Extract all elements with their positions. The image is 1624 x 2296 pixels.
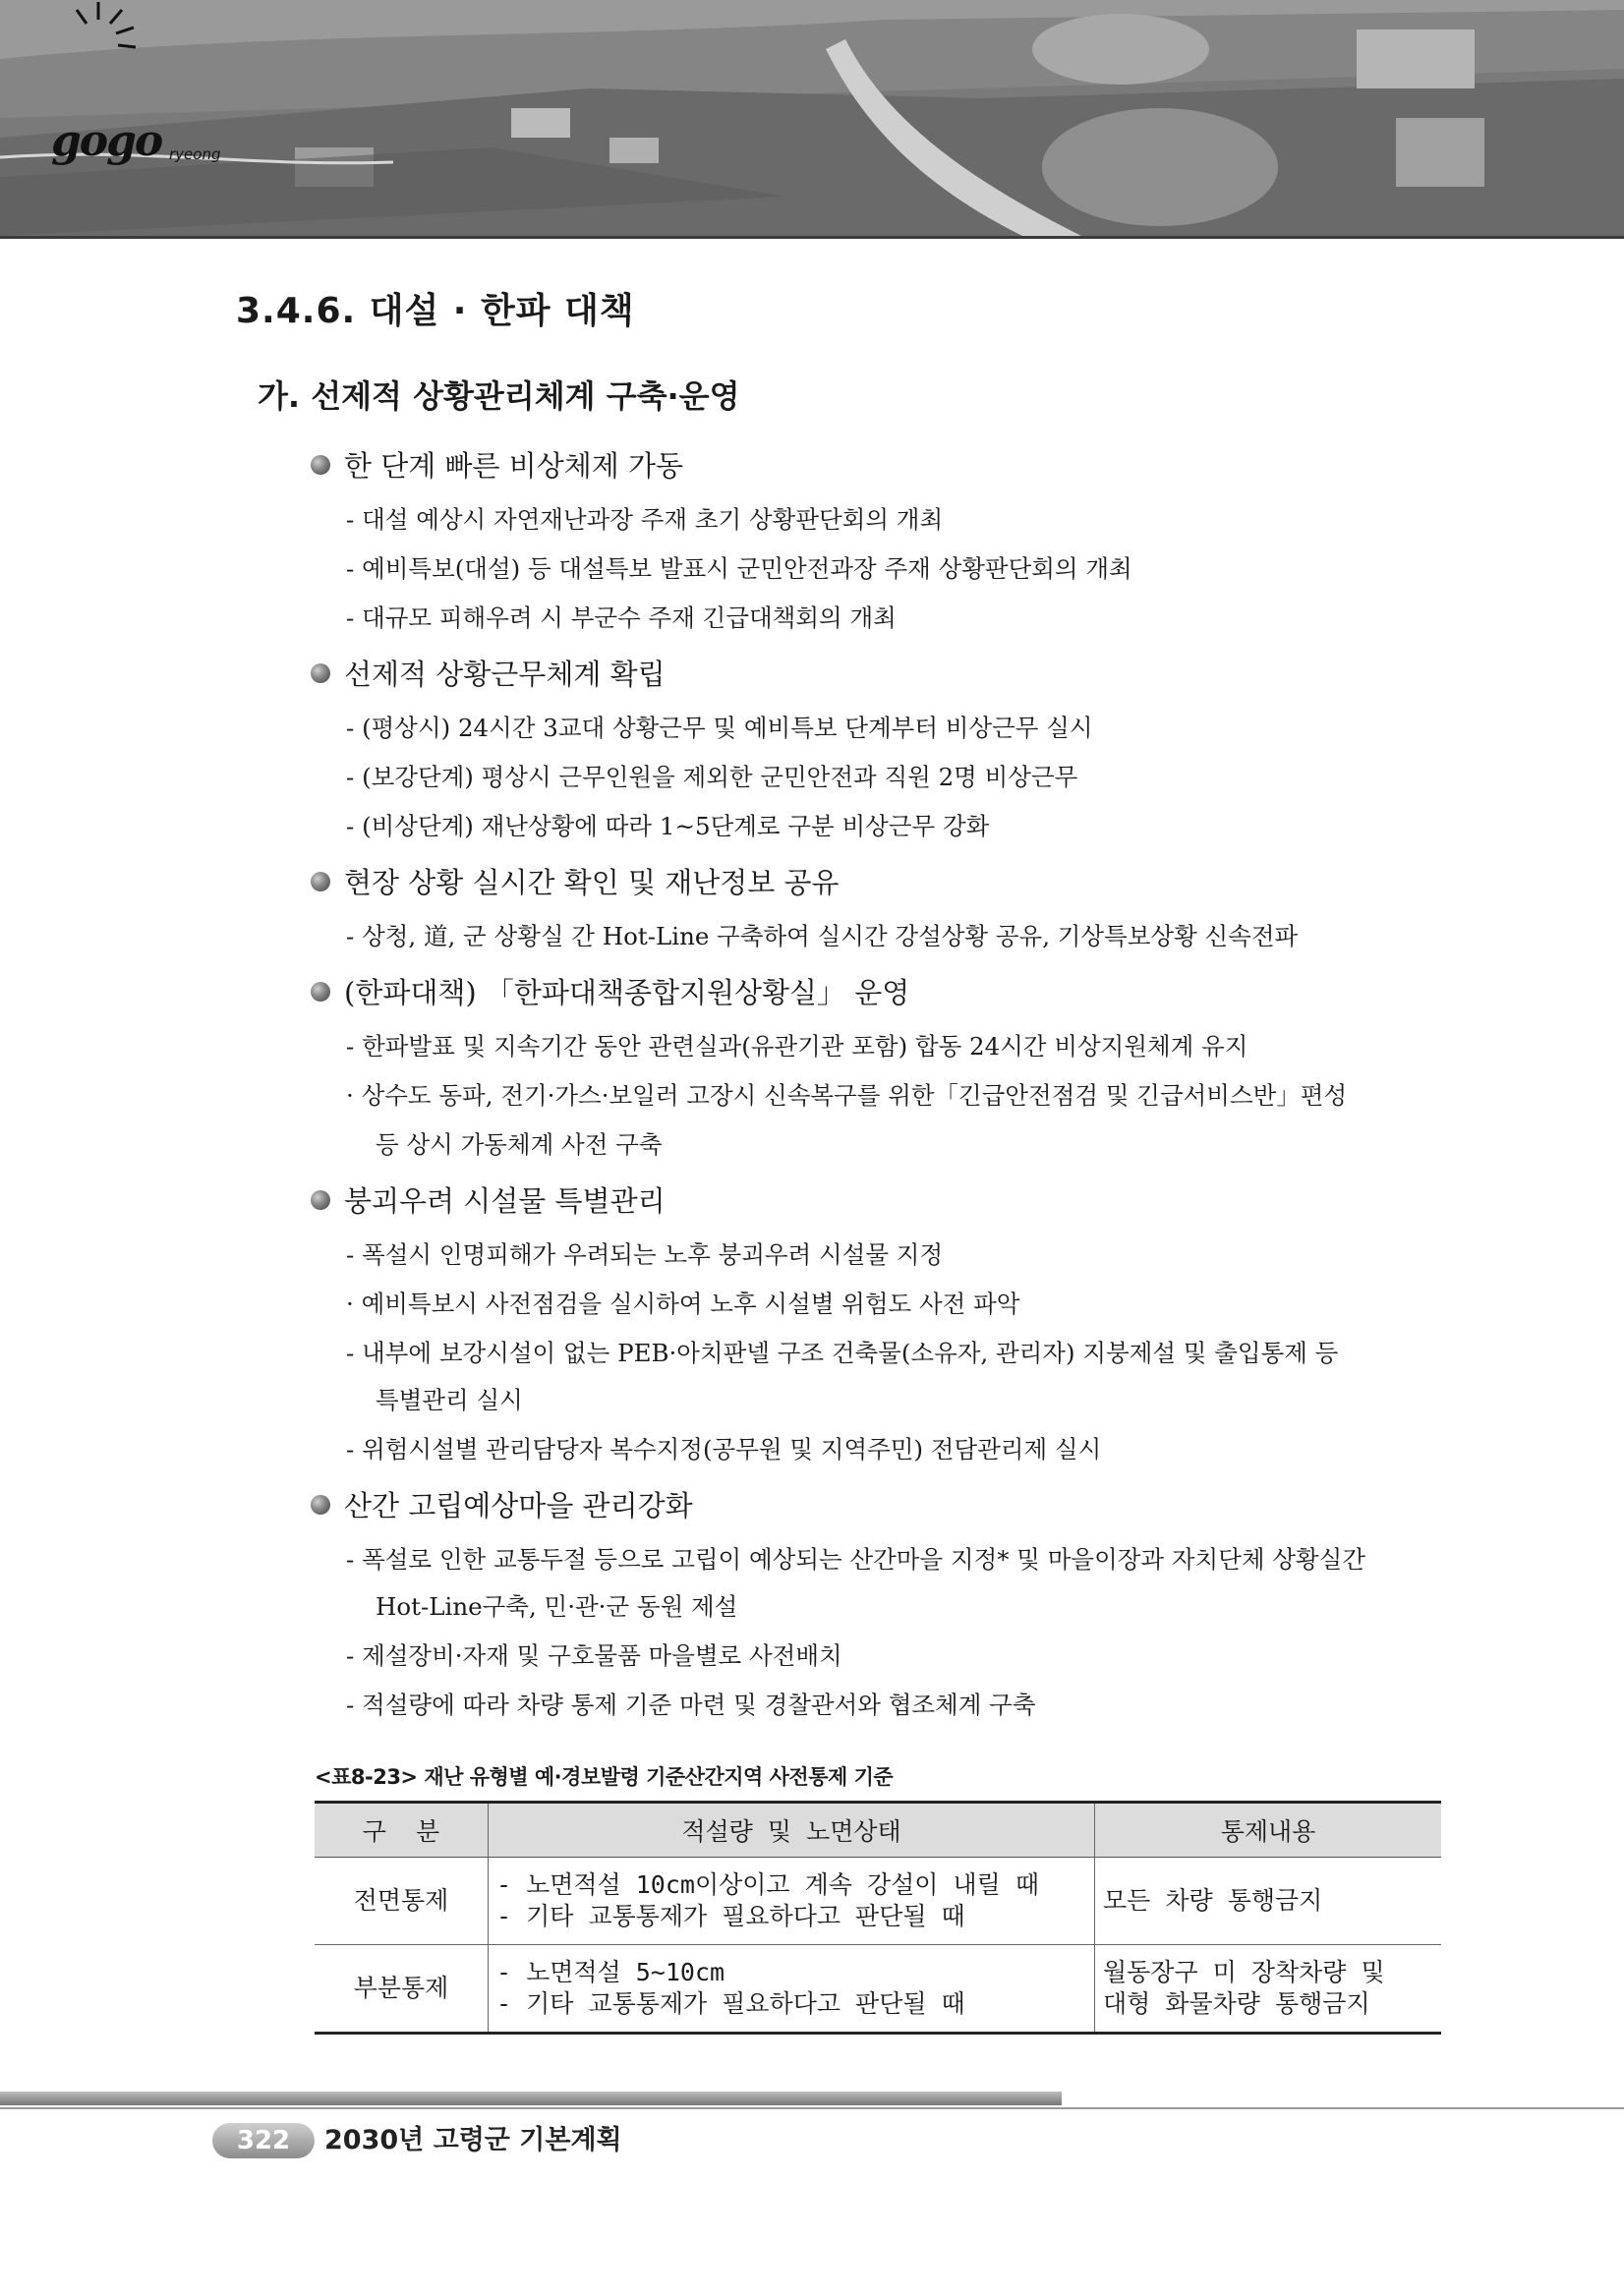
sun-logo-icon (0, 0, 216, 108)
bullet-icon (311, 872, 330, 891)
list-item: - (보강단계) 평상시 근무인원을 제외한 군민안전과 직원 2명 비상근무 (346, 763, 1078, 791)
table-cell-conditions: - 노면적설 10cm이상이고 계속 강설이 내릴 때 - 기타 교통통제가 필요하다고 판단될 때 (489, 1858, 1095, 1945)
control-standards-table (315, 1801, 1441, 2035)
table-cell-control: 모든 차량 통행금지 (1095, 1858, 1442, 1945)
table-cell-type: 전면통제 (315, 1858, 489, 1945)
column-header: 구 분 (315, 1803, 489, 1858)
list-item: · 상수도 동파, 전기·가스·보일러 고장시 신속복구를 위한「긴급안전점검 및 긴급서비스반」편성 (346, 1081, 1348, 1110)
table-caption: <표8-23> 재난 유형별 예·경보발령 기준산간지역 사전통제 기준 (315, 1765, 894, 1789)
list-item: - 폭설시 인명피해가 우려되는 노후 붕괴우려 시설물 지정 (346, 1240, 944, 1269)
bullet-heading: 선제적 상황근무체계 확립 (311, 653, 666, 693)
list-item-continuation: 특별관리 실시 (376, 1386, 523, 1414)
list-item: - (평상시) 24시간 3교대 상황근무 및 예비특보 단계부터 비상근무 실시 (346, 714, 1093, 742)
header-banner (0, 0, 1624, 236)
column-header: 통제내용 (1095, 1803, 1442, 1858)
table-header-row (315, 1803, 1441, 1858)
table-row (315, 1858, 1441, 1945)
header-rule (0, 236, 1624, 239)
bullet-icon (311, 455, 330, 475)
list-item: - 대설 예상시 자연재난과장 주재 초기 상황판단회의 개최 (346, 505, 944, 534)
bullet-heading: 현장 상황 실시간 확인 및 재난정보 공유 (311, 861, 840, 901)
list-item: - 대규모 피해우려 시 부군수 주재 긴급대책회의 개최 (346, 603, 897, 632)
list-item: - 예비특보(대설) 등 대설특보 발표시 군민안전과장 주재 상황판단회의 개최 (346, 554, 1132, 583)
list-item-continuation: Hot-Line구축, 민·관·군 동원 제설 (376, 1592, 738, 1621)
table-row (315, 1945, 1441, 2034)
logo-wordmark: gogo (51, 116, 162, 166)
list-item: - 상청, 道, 군 상황실 간 Hot-Line 구축하여 실시간 강설상황 공유, 기상특보상황 신속전파 (346, 922, 1299, 950)
list-item: - (비상단계) 재난상황에 따라 1~5단계로 구분 비상근무 강화 (346, 812, 990, 840)
list-item-continuation: 등 상시 가동체계 사전 구축 (376, 1130, 663, 1159)
bullet-heading: 산간 고립예상마을 관리강화 (311, 1484, 693, 1524)
footer-title: 2030년 고령군 기본계획 (324, 2125, 622, 2155)
list-item: - 적설량에 따라 차량 통제 기준 마련 및 경찰관서와 협조체계 구축 (346, 1691, 1036, 1719)
subsection-title: 가. 선제적 상황관리체계 구축·운영 (258, 377, 740, 415)
list-item: - 한파발표 및 지속기간 동안 관련실과(유관기관 포함) 합동 24시간 비상지원체계 유지 (346, 1032, 1248, 1061)
section-title: 3.4.6. 대설 · 한파 대책 (236, 291, 635, 331)
list-item: - 위험시설별 관리담당자 복수지정(공무원 및 지역주민) 전담관리제 실시 (346, 1435, 1102, 1464)
aerial-photo (0, 0, 1624, 236)
list-item: · 예비특보시 사전점검을 실시하여 노후 시설별 위험도 사전 파악 (346, 1290, 1020, 1318)
logo-subtext: ryeong (169, 145, 221, 163)
table-cell-type: 부분통제 (315, 1945, 489, 2034)
bullet-heading: 한 단계 빠른 비상체제 가동 (311, 444, 683, 485)
table-cell-control: 월동장구 미 장착차량 및 대형 화물차량 통행금지 (1095, 1945, 1442, 2034)
footer-bar (0, 2092, 1062, 2105)
footer-rule (0, 2107, 1624, 2109)
column-header: 적설량 및 노면상태 (489, 1803, 1095, 1858)
bullet-heading: 붕괴우려 시설물 특별관리 (311, 1179, 666, 1220)
list-item: - 제설장비·자재 및 구호물품 마을별로 사전배치 (346, 1641, 842, 1670)
bullet-heading: (한파대책) 「한파대책종합지원상황실」 운영 (311, 971, 909, 1011)
table-cell-conditions: - 노면적설 5~10cm - 기타 교통통제가 필요하다고 판단될 때 (489, 1945, 1095, 2034)
page-number: 322 (212, 2123, 315, 2158)
bullet-icon (311, 982, 330, 1002)
list-item: - 내부에 보강시설이 없는 PEB·아치판넬 구조 건축물(소유자, 관리자) 지붕제설 및 출입통제 등 (346, 1339, 1339, 1367)
bullet-icon (311, 1495, 330, 1515)
bullet-icon (311, 663, 330, 683)
list-item: - 폭설로 인한 교통두절 등으로 고립이 예상되는 산간마을 지정* 및 마을이장과 자치단체 상황실간 (346, 1545, 1365, 1574)
bullet-icon (311, 1190, 330, 1210)
